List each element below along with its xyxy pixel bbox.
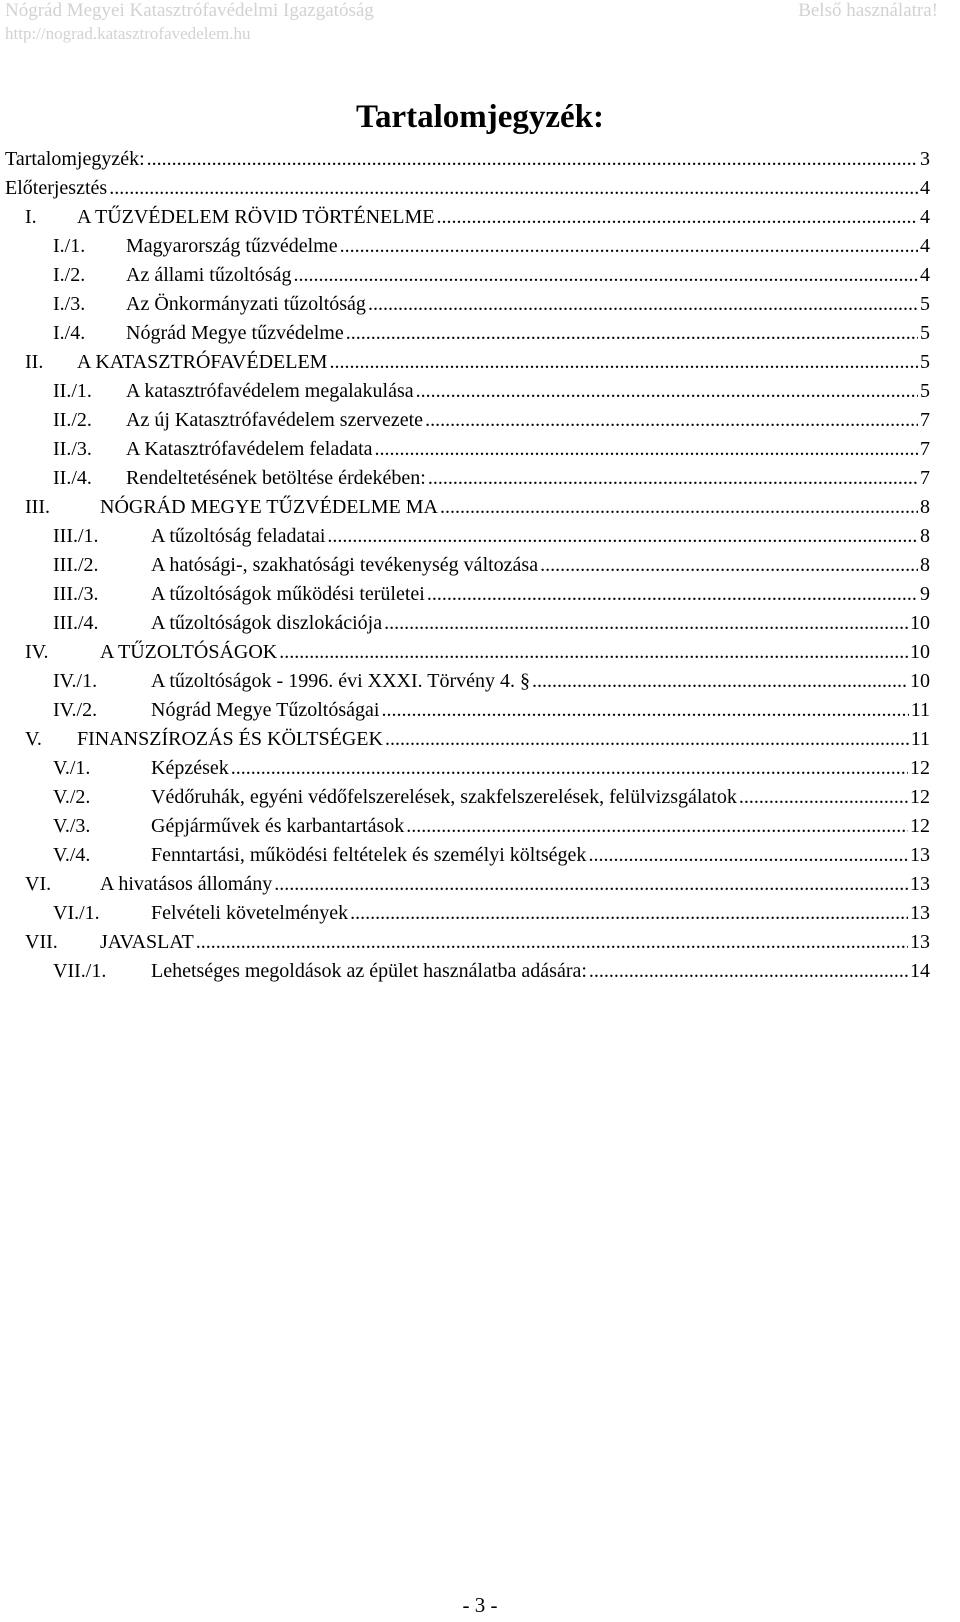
toc-entry-text: A tűzoltóságok működési területei (151, 583, 425, 605)
toc-entry[interactable] (5, 580, 930, 609)
toc-entry[interactable] (5, 319, 930, 348)
toc-entry-text: A hivatásos állomány (100, 873, 273, 895)
toc-entry[interactable] (5, 870, 930, 899)
toc-entry-page: 5 (920, 322, 930, 344)
toc-entry-text: A hatósági-, szakhatósági tevékenység változása (151, 554, 539, 576)
toc-entry-page: 8 (920, 525, 930, 547)
toc-entry-page: 9 (920, 583, 930, 605)
toc-entry-number: II./3. (53, 438, 92, 460)
toc-entry-text: Fenntartási, működési feltételek és személyi költségek (151, 844, 587, 866)
toc-entry-page: 7 (920, 467, 930, 489)
header-organization: Nógrád Megyei Katasztrófavédelmi Igazgatóság (5, 0, 374, 21)
toc-entry[interactable] (5, 638, 930, 667)
header-note: Belső használatra! (798, 0, 938, 21)
toc-entry-text: A Katasztrófavédelem feladata (126, 438, 373, 460)
toc-entry-page: 11 (910, 699, 930, 721)
toc-entry-number: III./3. (53, 583, 99, 605)
toc-entry-number: III. (25, 496, 50, 518)
toc-entry-text: A tűzoltóságok diszlokációja (151, 612, 383, 634)
toc-entry-page: 13 (910, 873, 930, 895)
toc-entry[interactable] (5, 406, 930, 435)
toc-entry-page: 5 (920, 293, 930, 315)
toc-entry-number: V. (25, 728, 42, 750)
toc-entry[interactable] (5, 232, 930, 261)
toc-entry-number: VII./1. (53, 960, 107, 982)
toc-entry-number: V./3. (53, 815, 91, 837)
toc-entry-text: Az állami tűzoltóság (126, 264, 292, 286)
toc-entry[interactable] (5, 348, 930, 377)
toc-entry-number: I./3. (53, 293, 86, 315)
toc-entry-page: 10 (910, 670, 930, 692)
toc-entry-page: 13 (910, 902, 930, 924)
toc-entry-number: III./2. (53, 554, 99, 576)
toc-entry[interactable] (5, 203, 930, 232)
toc-entry-number: I./1. (53, 235, 86, 257)
toc-entry[interactable] (5, 696, 930, 725)
toc-entry-page: 7 (920, 409, 930, 431)
toc-entry-text: A katasztrófavédelem megalakulása (126, 380, 414, 402)
toc-entry-number: I. (25, 206, 37, 228)
page-header (0, 0, 960, 46)
toc-entry-text: A TŰZVÉDELEM RÖVID TÖRTÉNELME (77, 206, 435, 228)
toc-entry-text: JAVASLAT (100, 931, 194, 953)
toc-entry[interactable] (5, 377, 930, 406)
toc-entry-text: Gépjárművek és karbantartások (151, 815, 405, 837)
toc-entry[interactable] (5, 435, 930, 464)
page-number: - 3 - (462, 1593, 498, 1617)
toc-entry[interactable] (5, 609, 930, 638)
table-of-contents (5, 145, 930, 986)
toc-entry-page: 7 (920, 438, 930, 460)
toc-entry[interactable] (5, 261, 930, 290)
toc-entry[interactable] (5, 812, 930, 841)
toc-entry[interactable] (5, 957, 930, 986)
toc-entry-number: II./2. (53, 409, 92, 431)
toc-entry[interactable] (5, 783, 930, 812)
toc-entry-page: 11 (910, 728, 930, 750)
toc-entry-page: 4 (920, 264, 930, 286)
toc-entry-page: 14 (910, 960, 930, 982)
toc-entry[interactable] (5, 290, 930, 319)
toc-entry-page: 8 (920, 554, 930, 576)
toc-entry-page: 10 (910, 641, 930, 663)
toc-entry-text: FINANSZÍROZÁS ÉS KÖLTSÉGEK (77, 728, 383, 750)
toc-entry[interactable] (5, 928, 930, 957)
toc-entry-text: Az új Katasztrófavédelem szervezete (126, 409, 424, 431)
toc-entry-text: Magyarország tűzvédelme (126, 235, 338, 257)
page-title: Tartalomjegyzék: (355, 99, 605, 135)
toc-entry[interactable] (5, 174, 930, 203)
toc-entry-text: NÓGRÁD MEGYE TŰZVÉDELME MA (100, 496, 438, 518)
toc-entry-page: 4 (920, 177, 930, 199)
toc-entry-text: Védőruhák, egyéni védőfelszerelések, szakfelszerelések, felülvizsgálatok (151, 786, 737, 808)
toc-entry-text: Felvételi követelmények (151, 902, 349, 924)
toc-entry[interactable] (5, 551, 930, 580)
toc-entry-page: 12 (910, 815, 930, 837)
toc-entry-text: A tűzoltóságok - 1996. évi XXXI. Törvény 4. § (151, 670, 531, 692)
toc-entry[interactable] (5, 145, 930, 174)
toc-entry-page: 12 (910, 786, 930, 808)
toc-entry[interactable] (5, 667, 930, 696)
toc-entry[interactable] (5, 493, 930, 522)
toc-entry[interactable] (5, 464, 930, 493)
toc-entry-number: VI. (25, 873, 52, 895)
header-url: http://nograd.katasztrofavedelem.hu (5, 24, 251, 43)
toc-entry-page: 12 (910, 757, 930, 779)
toc-entry-text: A tűzoltóság feladatai (151, 525, 326, 547)
toc-entry-number: V./2. (53, 786, 91, 808)
toc-entry-page: 5 (920, 351, 930, 373)
toc-entry[interactable] (5, 899, 930, 928)
toc-entry-number: VI./1. (53, 902, 100, 924)
toc-entry-text: A KATASZTRÓFAVÉDELEM (77, 351, 328, 373)
toc-entry-page: 8 (920, 496, 930, 518)
toc-entry-text: Tartalomjegyzék: (5, 148, 145, 170)
toc-entry-text: Képzések (151, 757, 229, 779)
toc-entry[interactable] (5, 725, 930, 754)
toc-entry-text: Lehetséges megoldások az épület használatba adására: (151, 960, 587, 982)
toc-entry-page: 13 (910, 844, 930, 866)
toc-entry-number: II./4. (53, 467, 92, 489)
toc-entry-number: III./1. (53, 525, 99, 547)
toc-entry-text: Az Önkormányzati tűzoltóság (126, 293, 366, 315)
toc-entry-text: Rendeltetésének betöltése érdekében: (126, 467, 426, 489)
toc-entry-number: II. (25, 351, 44, 373)
toc-entry[interactable] (5, 841, 930, 870)
toc-entry-page: 4 (920, 206, 930, 228)
toc-entry-page: 10 (910, 612, 930, 634)
toc-entry-number: I./4. (53, 322, 86, 344)
toc-entry-text: Nógrád Megye tűzvédelme (126, 322, 344, 344)
toc-entry-page: 13 (910, 931, 930, 953)
toc-entry-page: 5 (920, 380, 930, 402)
toc-entry-number: V./4. (53, 844, 91, 866)
toc-entry-text: Nógrád Megye Tűzoltóságai (151, 699, 380, 721)
toc-entry[interactable] (5, 522, 930, 551)
toc-entry-text: Előterjesztés (5, 177, 108, 199)
toc-entry[interactable] (5, 754, 930, 783)
toc-entry-number: IV./2. (53, 699, 98, 721)
toc-entry-number: III./4. (53, 612, 99, 634)
toc-entry-number: II./1. (53, 380, 92, 402)
toc-entry-number: I./2. (53, 264, 86, 286)
toc-entry-number: IV./1. (53, 670, 98, 692)
toc-entry-number: V./1. (53, 757, 91, 779)
toc-entry-page: 4 (920, 235, 930, 257)
toc-entry-number: VII. (25, 931, 58, 953)
toc-entry-number: IV. (25, 641, 49, 663)
toc-entry-text: A TŰZOLTÓSÁGOK (100, 641, 278, 663)
toc-entry-page: 3 (920, 148, 930, 170)
